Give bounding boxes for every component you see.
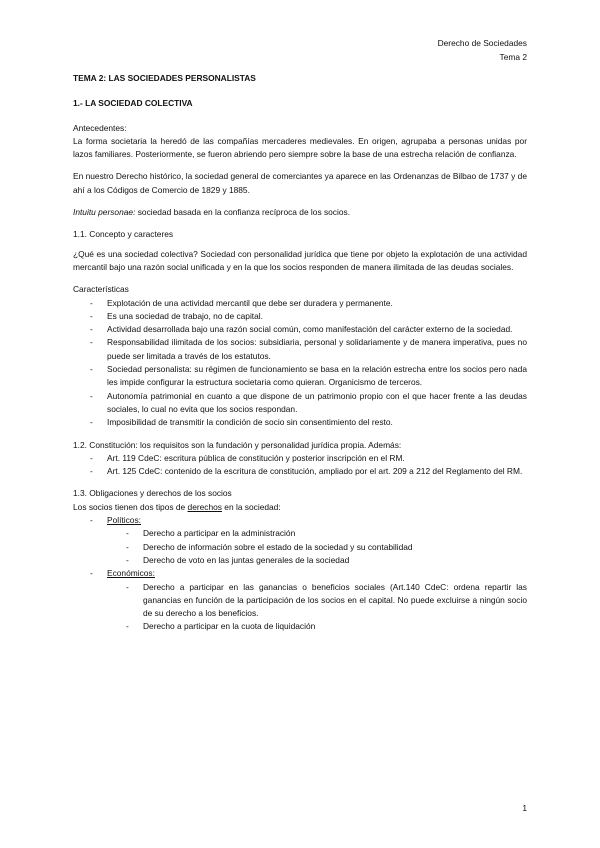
constitucion-heading [73, 439, 527, 452]
list-item: - Actividad desarrollada bajo una razón social común, como manifestación del carácter externo de la sociedad. [73, 323, 527, 336]
page-number: 1 [522, 803, 527, 813]
derechos-intro [73, 501, 527, 514]
caracteristicas-label: Características [73, 284, 129, 295]
historia-paragraph: En nuestro Derecho histórico, la sociedad general de comerciantes ya aparece en las Ordenanzas de Bilbao de 1737 y de ahí a los Códigos de Comercio de 1829 y 1885. [73, 171, 527, 195]
economicos-label: Económicos: [107, 568, 155, 579]
intuitu-text: sociedad basada en la confianza recíproca de los socios. [135, 207, 351, 218]
politicos-list [73, 527, 527, 567]
list-item: - Autonomía patrimonial en cuanto a que dispone de un patrimonio propio con el que hacer frente a las deudas sociales, lo cual no evita que los socios respondan. [73, 390, 527, 417]
intro-derechos: derechos [187, 501, 222, 512]
politicos-heading [73, 514, 527, 527]
list-item: - Imposibilidad de transmitir la condición de socio sin consentimiento del resto. [73, 416, 527, 429]
list-item: - Responsabilidad ilimitada de los socios: subsidiaria, personal y solidariamente y de manera imperativa, pues no puede ser limitada a través de los estatutos. [73, 336, 527, 363]
caracteristicas-list [73, 297, 527, 430]
list-item: - Derecho de voto en las juntas generales de la sociedad [73, 554, 527, 567]
concepto-paragraph: ¿Qué es una sociedad colectiva? Sociedad con personalidad jurídica que tiene por objeto la explotación de una actividad mercantil bajo una razón social unificada y en la que los socios responden de manera ilimitada de las deudas sociales. [73, 248, 527, 272]
header-topic: Tema 2 [499, 52, 527, 62]
antecedentes-label: Antecedentes: [73, 122, 127, 133]
list-item: - Derecho a participar en la cuota de liquidación [73, 620, 527, 633]
document-body [73, 72, 527, 634]
intro-pre: Los socios tienen dos tipos de [73, 501, 188, 512]
subsection-title: 1.3. Obligaciones y derechos de los socios [73, 488, 232, 499]
intro-post: en la sociedad: [221, 501, 281, 512]
constitucion-text: los requisitos son la fundación y personalidad jurídica propia. Además: [137, 439, 402, 450]
header-subject: Derecho de Sociedades [437, 38, 527, 48]
list-item: - Derecho a participar en la administración [73, 527, 527, 540]
list-item: - Explotación de una actividad mercantil que debe ser duradera y permanente. [73, 297, 527, 310]
constitucion-list [73, 452, 527, 479]
constitucion-prefix: 1.2. Constitución: [73, 439, 138, 450]
list-item: - Derecho de información sobre el estado de la sociedad y su contabilidad [73, 541, 527, 554]
list-item: - Art. 119 CdeC: escritura pública de constitución y posterior inscripción en el RM. [73, 452, 527, 465]
intuitu-label: Intuitu personae: [73, 207, 136, 218]
list-item: - Sociedad personalista: su régimen de funcionamiento se basa en la relación estrecha entre los socios pero nada les impide configurar la estructura societaria como quieran. Organicismo de terceros. [73, 363, 527, 390]
subsection-title: 1.1. Concepto y caracteres [73, 229, 174, 240]
list-item: - Art. 125 CdeC: contenido de la escritura de constitución, ampliado por el art. 209 a 212 del Reglamento del RM. [73, 465, 527, 478]
section-title: 1.- LA SOCIEDAD COLECTIVA [73, 98, 193, 109]
politicos-label: Políticos: [107, 515, 141, 526]
economicos-heading [73, 567, 527, 580]
document-title: TEMA 2: LAS SOCIEDADES PERSONALISTAS [73, 73, 256, 83]
list-item: - Es una sociedad de trabajo, no de capital. [73, 310, 527, 323]
list-item: - Derecho a participar en las ganancias o beneficios sociales (Art.140 CdeC: ordena repartir las ganancias en función de la participación de los socios en el capital. No puede excluirse a ningún socio de su derecho a los beneficios. [73, 581, 527, 621]
economicos-list [73, 581, 527, 634]
intuitu-paragraph [73, 206, 527, 219]
running-header [438, 36, 527, 64]
antecedentes-paragraph: La forma societaria la heredó de las compañías mercaderes medievales. En origen, agrupaba a personas unidas por lazos familiares. Posteriormente, se fueron abriendo pero siempre sobre la base de una estrecha relación de confianza. [73, 135, 527, 160]
